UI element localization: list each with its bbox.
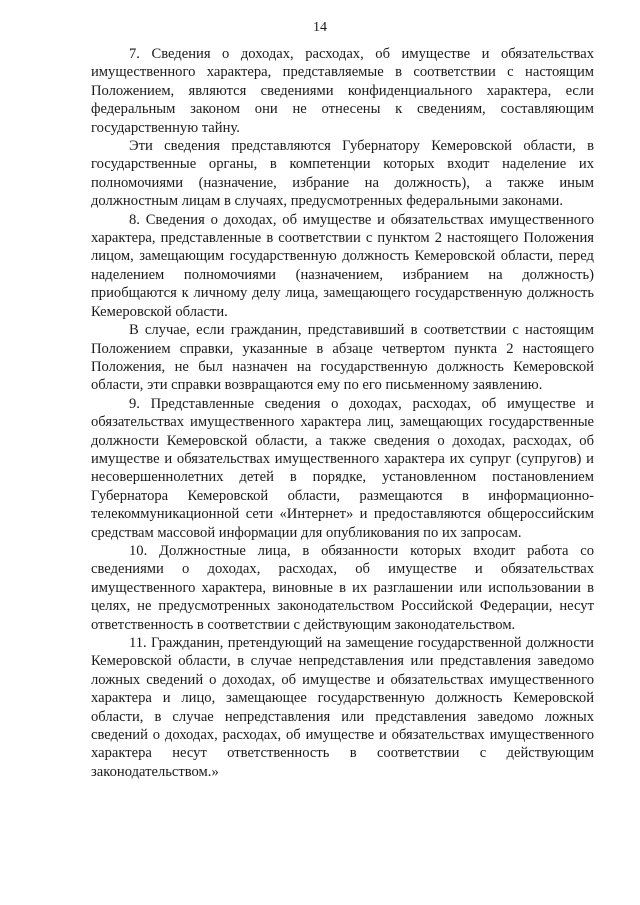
paragraph-8-continuation: В случае, если гражданин, представивший в соответствии с настоящим Положением справки, указанные в абзаце четвертом пункта 2 настоящего Положения, не был назначен на государственную должность Кемеровской области, эти справки возвращаются ему по его письменному заявлению. xyxy=(91,322,594,394)
paragraph-9: 9. Представленные сведения о доходах, расходах, об имуществе и обязательствах имущественного характера лиц, замещающих государственные должности Кемеровской области, а также сведения о доходах, расходах, об имуществе и обязательствах имущественного характера их супруг (супругов) и несовершеннолетних детей в порядке, установленном постановлением Губернатора Кемеровской области, размещаются в информационно-телекоммуникационной сети «Интернет» и предоставляются общероссийским средствам массовой информации для опубликования по их запросам. xyxy=(91,395,594,541)
paragraph-7-continuation: Эти сведения представляются Губернатору Кемеровской области, в государственные органы, в компетенции которых входит наделение их полномочиями (назначение, избрание на должность), а также иным должностным лицам в случаях, предусмотренных федеральными законами. xyxy=(91,138,594,210)
page-number: 14 xyxy=(313,20,327,35)
paragraph-8: 8. Сведения о доходах, об имуществе и обязательствах имущественного характера, представленные в соответствии с пунктом 2 настоящего Положения лицом, замещающим государственную должность Кемеровской области, перед наделением полномочиями (назначением, избранием на должность) приобщаются к личному делу лица, замещающего государственную должность Кемеровской области. xyxy=(91,211,594,320)
paragraph-11: 11. Гражданин, претендующий на замещение государственной должности Кемеровской области, в случае непредставления или представления заведомо ложных сведений о доходах, об имуществе и обязательствах имущественного характера и лицо, замещающее государственную должность Кемеровской области, в случае непредставления или представления заведомо ложных сведений о доходах, расходах, об имуществе и обязательствах имущественного характера несут ответственность в соответствии с действующим законодательством.» xyxy=(91,635,594,780)
paragraph-10: 10. Должностные лица, в обязанности которых входит работа со сведениями о доходах, расходах, об имуществе и обязательствах имущественного характера, виновные в их разглашении или использовании в целях, не предусмотренных законодательством Российской Федерации, несут ответственность в соответствии с действующим законодательством. xyxy=(91,542,594,633)
document-body xyxy=(91,45,594,781)
paragraph-7: 7. Сведения о доходах, расходах, об имуществе и обязательствах имущественного характера, представляемые в соответствии с настоящим Положением, являются сведениями конфиденциального характера, если федеральным законом они не отнесены к сведениям, составляющим государственную тайну. xyxy=(91,46,594,136)
